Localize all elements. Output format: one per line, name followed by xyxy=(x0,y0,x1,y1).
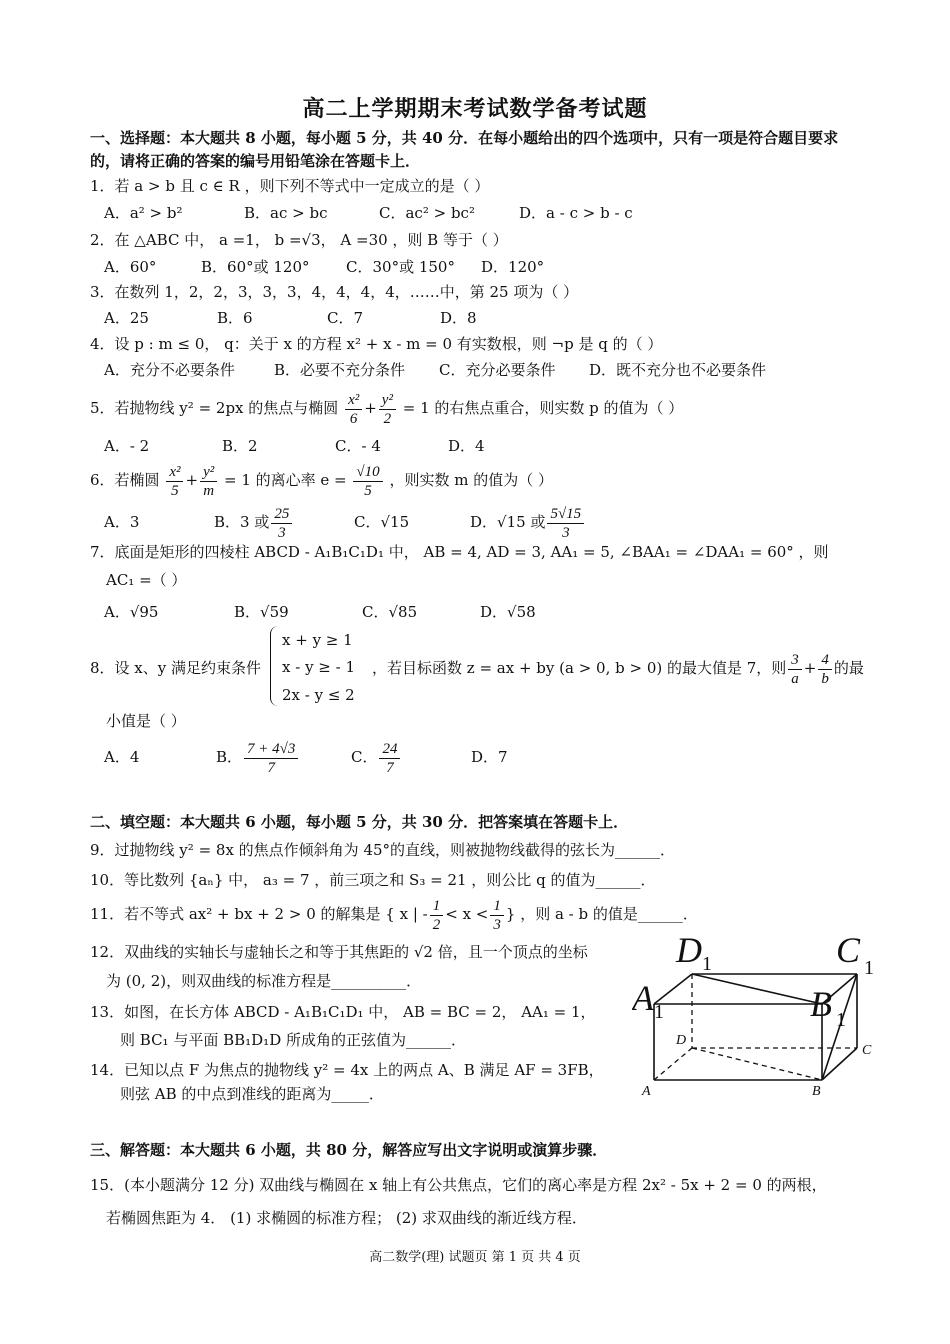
q6-option-b-den: 3 xyxy=(278,524,286,541)
q6-e-num: √10 xyxy=(353,463,382,482)
q8-option-b-num: 7 + 4√3 xyxy=(244,740,298,759)
q3-option-a: A．25 xyxy=(104,309,149,327)
q5-stem: 5．若抛物线 y² = 2px 的焦点与椭圆 $\frac{\text{x²}}{6}$ + $\frac{\text{y²}}{2}$ = 1 的右焦点重合，则实数 p 的值为（ ） xyxy=(90,391,684,427)
q6-option-c: C．√15 xyxy=(354,513,410,531)
q8-option-d: D．7 xyxy=(471,748,508,766)
q6-option-b-frac xyxy=(271,505,292,542)
q1-option-a: A．a² > b² xyxy=(104,204,183,222)
label-b: B xyxy=(812,1084,821,1099)
q8-constraint-1: x + y ≥ 1 xyxy=(282,631,353,649)
q3-option-c: C．7 xyxy=(327,309,364,327)
q5-f1-num: x² xyxy=(345,391,362,410)
q4-option-b: B．必要不充分条件 xyxy=(274,361,406,379)
q8-stem-mid: ，若目标函数 z = ax + by (a > 0, b > 0) 的最大值是 7，则 $\frac{3}{a}$ + $\frac{4}{b}$ 的最 xyxy=(372,651,864,687)
q6-option-b-text: B．3 或 xyxy=(214,513,270,531)
q8-option-c-den: 7 xyxy=(386,759,394,776)
q8-constraint-2: x - y ≥ - 1 xyxy=(282,658,356,676)
q11-set-c: } xyxy=(505,905,516,923)
q8-option-b-text: B． xyxy=(216,748,243,766)
q8-tail: 的最 xyxy=(833,659,864,677)
section1-heading-line1: 一、选择题：本大题共 8 小题，每小题 5 分，共 40 分．在每小题给出的四个选项中，只有一项是符合题目要求 xyxy=(90,129,839,147)
q11-stem-b: ，则 a - b 的值是______． xyxy=(520,905,698,923)
q2-option-d: D．120° xyxy=(481,258,545,276)
q6-option-d-num: 5√15 xyxy=(547,505,584,524)
q10-stem: 10．等比数列 {aₙ} 中， a₃ = 7 ，前三项之和 S₃ = 21 ，则公比 q 的值为______． xyxy=(90,871,656,889)
q7-options xyxy=(104,602,536,622)
q1-stem: 1．若 a > b 且 c ∈ R ，则下列不等式中一定成立的是（ ） xyxy=(90,177,490,195)
q6-option-a: A．3 xyxy=(104,513,140,531)
q6-options xyxy=(104,500,586,544)
q4-options xyxy=(104,360,766,380)
q6-option-b-num: 25 xyxy=(271,505,292,524)
q7-stem-2: AC₁ =（ ） xyxy=(106,571,187,589)
label-d1: D xyxy=(676,930,702,970)
cuboid-figure xyxy=(632,930,882,1110)
q6-option-d-den: 3 xyxy=(562,524,570,541)
q11-set-b: < x < xyxy=(445,905,489,923)
q5-f2-num: y² xyxy=(379,391,396,410)
label-c: C xyxy=(862,1043,872,1058)
q6-e-den: 5 xyxy=(364,482,372,499)
q12-line2: 为 (0, 2)，则双曲线的标准方程是__________． xyxy=(106,972,422,990)
q5-fraction-x xyxy=(345,391,362,428)
q5-f1-den: 6 xyxy=(349,410,358,427)
q6-f2-den: m xyxy=(203,482,215,499)
q2-option-a: A．60° xyxy=(104,258,157,276)
q6-stem-c: ，则实数 m 的值为（ ） xyxy=(389,471,553,489)
q6-option-d-text: D．√15 或 xyxy=(470,513,546,531)
q8-stem-2: 小值是（ ） xyxy=(106,712,186,730)
q2-options xyxy=(104,257,544,277)
q5-f2-den: 2 xyxy=(383,410,392,427)
label-a: A xyxy=(642,1084,651,1099)
page-title: 高二上学期期末考试数学备考试题 xyxy=(302,96,648,122)
q9-stem: 9．过抛物线 y² = 8x 的焦点作倾斜角为 45°的直线，则被抛物线截得的弦长为______． xyxy=(90,841,676,859)
q11-frac-half xyxy=(430,897,444,934)
label-a1: A xyxy=(632,978,654,1018)
q12-line1: 12．双曲线的实轴长与虚轴长之和等于其焦距的 √2 倍，且一个顶点的坐标 xyxy=(90,943,588,961)
q3-options xyxy=(104,308,477,328)
q5-stem-a: 5．若抛物线 y² = 2px 的焦点与椭圆 xyxy=(90,399,339,417)
q2-option-c: C．30°或 150° xyxy=(346,258,455,276)
q8-option-b-den: 7 xyxy=(267,759,275,776)
q6-f2-num: y² xyxy=(200,463,217,482)
q8-f1-den: a xyxy=(791,670,799,687)
label-b1-sub: 1 xyxy=(836,1009,846,1031)
q7-option-c: C．√85 xyxy=(362,603,418,621)
q5-stem-b: = 1 的右焦点重合，则实数 p 的值为（ ） xyxy=(402,399,684,417)
q11-f1-den: 2 xyxy=(432,916,441,933)
label-d1-sub: 1 xyxy=(702,953,712,975)
q6-option-d xyxy=(470,500,586,544)
section1-heading-line2: 的，请将正确的答案的编号用铅笔涂在答题卡上． xyxy=(90,152,421,170)
q7-stem: 7．底面是矩形的四棱柱 ABCD - A₁B₁C₁D₁ 中， AB = 4, AD = 3, AA₁ = 5, ∠BAA₁ = ∠DAA₁ = 60° ，则 xyxy=(90,543,829,561)
q6-f1-num: x² xyxy=(166,463,183,482)
q8-option-b xyxy=(216,735,351,779)
q1-option-c: C．ac² > bc² xyxy=(379,204,475,222)
q3-option-b: B．6 xyxy=(217,309,253,327)
q8-option-c-frac xyxy=(379,740,400,777)
q5-option-b: B．2 xyxy=(222,437,258,455)
q5-option-d: D．4 xyxy=(448,437,485,455)
q5-option-a: A．- 2 xyxy=(104,437,150,455)
q8-option-c-text: C． xyxy=(351,748,378,766)
q8-mid-text: ，若目标函数 z = ax + by (a > 0, b > 0) 的最大值是 7，则 xyxy=(372,659,787,677)
q14-line1: 14．已知以点 F 为焦点的抛物线 y² = 4x 上的两点 A、B 满足 AF = 3FB， xyxy=(90,1061,604,1079)
q8-option-b-frac xyxy=(244,740,298,777)
q6-stem: 6．若椭圆 $\frac{\text{x²}}{5}$ + $\frac{\text{y²}}{m}$ = 1 的离心率 e = $\frac{√10}{5}$ ，则实数 m 的值为（ ） xyxy=(90,463,553,499)
q6-option-d-frac xyxy=(547,505,584,542)
q6-fraction-x xyxy=(166,463,183,500)
q8-constraint-3: 2x - y ≤ 2 xyxy=(282,686,355,704)
section3-heading: 三、解答题：本大题共 6 小题，共 80 分，解答应写出文字说明或演算步骤． xyxy=(90,1141,608,1159)
q2-stem: 2．在 △ABC 中， a =1， b =√3， A =30 ，则 B 等于（ ） xyxy=(90,231,508,249)
q6-f1-den: 5 xyxy=(171,482,179,499)
q5-options xyxy=(104,436,485,456)
q11-f2-den: 3 xyxy=(493,916,501,933)
q2-option-b: B．60°或 120° xyxy=(201,258,310,276)
q8-frac-4b xyxy=(818,651,832,688)
page-footer: 高二数学(理) 试题页 第 1 页 共 4 页 xyxy=(369,1250,581,1265)
q11-set-a: { x | - xyxy=(385,905,428,923)
q4-option-d: D．既不充分也不必要条件 xyxy=(589,361,767,379)
q6-option-b xyxy=(214,500,354,544)
q14-line2: 则弦 AB 的中点到准线的距离为_____． xyxy=(120,1085,384,1103)
q11-stem-a: 11．若不等式 ax² + bx + 2 > 0 的解集是 xyxy=(90,905,381,923)
q6-stem-b: = 1 的离心率 e = xyxy=(224,471,347,489)
section2-heading: 二、填空题：本大题共 6 小题，每小题 5 分，共 30 分．把答案填在答题卡上． xyxy=(90,813,629,831)
label-a1-sub: 1 xyxy=(654,1001,664,1023)
q8-option-a: A．4 xyxy=(104,748,140,766)
label-d: D xyxy=(676,1033,687,1048)
q8-f2-den: b xyxy=(821,670,829,687)
q13-line2: 则 BC₁ 与平面 BB₁D₁D 所成角的正弦值为______． xyxy=(120,1031,466,1049)
q11-f1-num: 1 xyxy=(430,897,444,916)
q8-f2-num: 4 xyxy=(818,651,832,670)
q11-f2-num: 1 xyxy=(490,897,504,916)
q8-lead: 8．设 x、y 满足约束条件 xyxy=(90,659,262,677)
q4-option-c: C．充分必要条件 xyxy=(439,361,556,379)
q5-fraction-y xyxy=(379,391,396,428)
q4-stem: 4．设 p : m ≤ 0， q：关于 x 的方程 x² + x - m = 0 有实数根，则 ¬p 是 q 的（ ） xyxy=(90,335,663,353)
q5-option-c: C．- 4 xyxy=(335,437,381,455)
q1-option-d: D．a - c > b - c xyxy=(519,204,633,222)
q15-line1: 15．(本小题满分 12 分) 双曲线与椭圆在 x 轴上有公共焦点，它们的离心率是方程 2x² - 5x + 2 = 0 的两根， xyxy=(90,1176,827,1194)
q6-fraction-y xyxy=(200,463,217,500)
q6-stem-a: 6．若椭圆 xyxy=(90,471,160,489)
q7-option-b: B．√59 xyxy=(234,603,289,621)
label-b1: B xyxy=(810,984,832,1024)
q4-option-a: A．充分不必要条件 xyxy=(104,361,235,379)
q13-line1: 13．如图，在长方体 ABCD - A₁B₁C₁D₁ 中， AB = BC = 2， AA₁ = 1， xyxy=(90,1003,596,1021)
label-c1-sub: 1 xyxy=(864,957,874,979)
q8-options xyxy=(104,735,508,779)
q8-frac-3a xyxy=(788,651,802,688)
q8-option-c-num: 24 xyxy=(379,740,400,759)
q8-f1-num: 3 xyxy=(788,651,802,670)
q11-frac-third xyxy=(490,897,504,934)
label-c1: C xyxy=(836,930,861,970)
q15-line2: 若椭圆焦距为 4． (1) 求椭圆的标准方程； (2) 求双曲线的渐近线方程． xyxy=(106,1209,587,1227)
q1-option-b: B．ac > bc xyxy=(244,204,328,222)
q1-options xyxy=(104,203,633,223)
q6-fraction-e xyxy=(353,463,382,500)
q8-option-c xyxy=(351,735,471,779)
q7-option-d: D．√58 xyxy=(480,603,536,621)
q3-option-d: D．8 xyxy=(440,309,477,327)
q7-option-a: A．√95 xyxy=(104,603,159,621)
q3-stem: 3．在数列 1，2，2，3，3，3，4，4，4，4，……中，第 25 项为（ ） xyxy=(90,283,579,301)
